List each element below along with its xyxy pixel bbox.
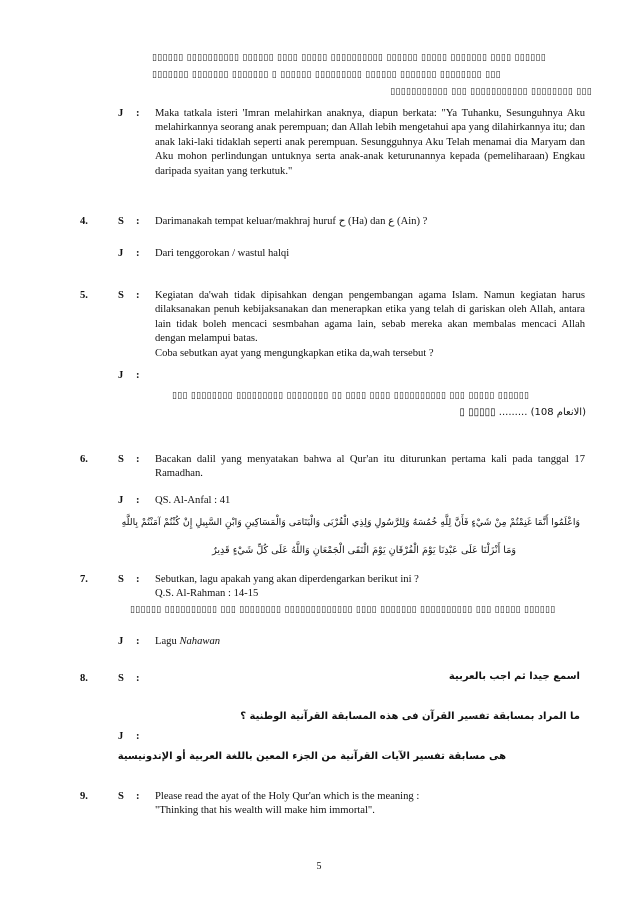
question-7-prompt: Sebutkan, lagu apakah yang akan diperdengarkan berikut ini ? xyxy=(155,574,419,585)
arabic-instruction: اسمع جيدا ثم اجب بالعربية xyxy=(448,671,580,682)
question-number: 4. xyxy=(80,216,88,227)
colon: : xyxy=(136,248,140,259)
answer-label: J xyxy=(118,370,124,381)
answer-7-text xyxy=(155,635,585,649)
colon: : xyxy=(136,495,140,506)
question-9-text xyxy=(155,790,585,819)
question-9-prompt: Please read the ayat of the Holy Qur'an which is the meaning : xyxy=(155,791,420,802)
colon: : xyxy=(136,673,140,684)
question-5-prompt: Coba sebutkan ayat yang mengungkapkan etika da,wah tersebut ? xyxy=(155,347,434,359)
answer-label: J xyxy=(118,636,124,647)
quran-verse-line: ▯▯▯▯▯▯ ▯▯▯▯▯▯▯▯▯▯ ▯▯▯ ▯▯▯▯▯▯▯▯ ▯▯▯▯▯▯▯▯▯▯▯▯▯ ▯▯▯▯ ▯▯▯▯▯▯▯ ▯▯▯▯▯▯▯▯▯▯ ▯▯▯ ▯▯▯▯▯ ▯▯▯▯▯▯ xyxy=(130,605,556,615)
question-number: 6. xyxy=(80,454,88,465)
question-label: S xyxy=(118,574,124,585)
question-number: 7. xyxy=(80,574,88,585)
answer-6-text: QS. Al-Anfal : 41 xyxy=(155,495,231,506)
question-label: S xyxy=(118,673,124,684)
arabic-answer: هى مسابقة تفسير الآيات القرآنية من الجزء المعين باللغة العربية أو الإندونيسية xyxy=(117,751,506,762)
question-7-text xyxy=(155,573,585,602)
intro-answer-text: Maka tatkala isteri 'Imran melahirkan anaknya, diapun berkata: "Ya Tuhanku, Sesunguhnya Aku melahirkannya seorang anak perempuan; dan Allah lebih mengetahui apa yang dilahirkannya itu; dan anak laki-laki tidaklah seperti anak perempuan. Sesungguhnya Aku Telah menamai dia Maryam dan Aku mohon perlindungan untuknya serta anak-anak keturunannya kepada (pemeliharaan) Engkau daripada syaitan yang terkutuk." xyxy=(155,108,585,177)
answer-7-prefix: Lagu xyxy=(155,636,177,647)
question-4-text: Darimanakah tempat keluar/makhraj huruf ح (Ha) dan ع (Ain) ? xyxy=(155,216,428,227)
quran-verse-line-3: ▯▯▯▯▯▯▯▯▯▯▯ ▯▯▯ ▯▯▯▯▯▯▯▯▯▯▯ ▯▯▯▯▯▯▯▯ ▯▯▯ xyxy=(390,87,592,97)
colon: : xyxy=(136,791,140,802)
arabic-question: ما المراد بمسابقة تفسير القرآن فى هذه المسابقة القرآنية الوطنية ؟ xyxy=(240,711,580,722)
colon: : xyxy=(136,574,140,585)
question-label: S xyxy=(118,216,124,227)
arabic-verse-line-2: وَمَا أَنْزَلْنَا عَلَى عَبْدِنَا يَوْمَ الْفُرْقَانِ يَوْمَ الْتَقَى الْجَمْعَانِ وَاللَّهُ عَلَى كُلِّ شَيْءٍ قَدِيرٌ xyxy=(212,545,516,556)
answer-label: J xyxy=(118,495,124,506)
question-label: S xyxy=(118,791,124,802)
colon: : xyxy=(136,370,140,381)
page-number: 5 xyxy=(316,861,322,872)
answer-label: J xyxy=(118,248,124,259)
colon: : xyxy=(136,108,140,119)
question-number: 5. xyxy=(80,290,88,301)
question-number: 9. xyxy=(80,791,88,802)
answer-label: J xyxy=(118,731,124,742)
maqam-name: Nahawan xyxy=(179,636,221,647)
question-label: S xyxy=(118,454,124,465)
colon: : xyxy=(136,216,140,227)
answer-label: J xyxy=(118,108,124,119)
quran-verse-line-1: ▯▯▯▯▯▯ ▯▯▯▯▯▯▯▯▯▯ ▯▯▯▯▯▯ ▯▯▯▯ ▯▯▯▯▯ ▯▯▯▯▯▯▯▯▯▯ ▯▯▯▯▯▯ ▯▯▯▯▯ ▯▯▯▯▯▯▯ ▯▯▯▯ ▯▯▯▯▯▯ xyxy=(152,53,547,63)
colon: : xyxy=(136,290,140,301)
surah-reference: (الانعام 108) ......... ▯▯▯▯▯ ▯ xyxy=(459,407,586,418)
colon: : xyxy=(136,454,140,465)
quran-verse-line: ▯▯▯ ▯▯▯▯▯▯▯▯ ▯▯▯▯▯▯▯▯▯ ▯▯▯▯▯▯▯▯ ▯▯ ▯▯▯▯ ▯▯▯▯ ▯▯▯▯▯▯▯▯▯▯ ▯▯▯ ▯▯▯▯▯ ▯▯▯▯▯▯ xyxy=(172,391,530,401)
quran-verse-line-2: ▯▯▯▯▯▯▯ ▯▯▯▯▯▯▯ ▯▯▯▯▯▯▯ ▯ ▯▯▯▯▯▯ ▯▯▯▯▯▯▯▯▯ ▯▯▯▯▯▯ ▯▯▯▯▯▯▯ ▯▯▯▯▯▯▯▯ ▯▯▯ xyxy=(152,70,501,80)
arabic-verse-line-1: وَاعْلَمُوا أَنَّمَا غَنِمْتُمْ مِنْ شَيْءٍ فَأَنَّ لِلَّهِ خُمُسَهُ وَلِلرَّسُولِ وَلِذِي الْقُرْبَى وَالْيَتَامَى وَالْمَسَاكِينِ وَابْنِ السَّبِيلِ إِنْ كُنْتُمْ آمَنْتُمْ بِاللَّهِ xyxy=(121,517,580,528)
question-5-paragraph: Kegiatan da'wah tidak dipisahkan dengan pengembangan agama Islam. Namun kegiatan harus dilaksanakan penuh kebijaksanakan dan menerapkan etika yang telah di gariskan oleh Allah, antara lain tidak boleh mencaci sesmbahan agama lain, sebab mereka akan membalas mencaci Allah dengan melampui batas. xyxy=(155,290,585,345)
answer-4-text: Dari tenggorokan / wastul halqi xyxy=(155,248,290,259)
question-number: 8. xyxy=(80,673,88,684)
question-label: S xyxy=(118,290,124,301)
colon: : xyxy=(136,636,140,647)
colon: : xyxy=(136,731,140,742)
surah-citation: Q.S. Al-Rahman : 14-15 xyxy=(155,588,259,600)
question-5-text xyxy=(155,289,585,361)
meaning-quote: "Thinking that his wealth will make him immortal". xyxy=(155,805,375,817)
question-6-text: Bacakan dalil yang menyatakan bahwa al Qur'an itu diturunkan pertama kali pada tanggal 17 Ramadhan. xyxy=(155,454,585,480)
